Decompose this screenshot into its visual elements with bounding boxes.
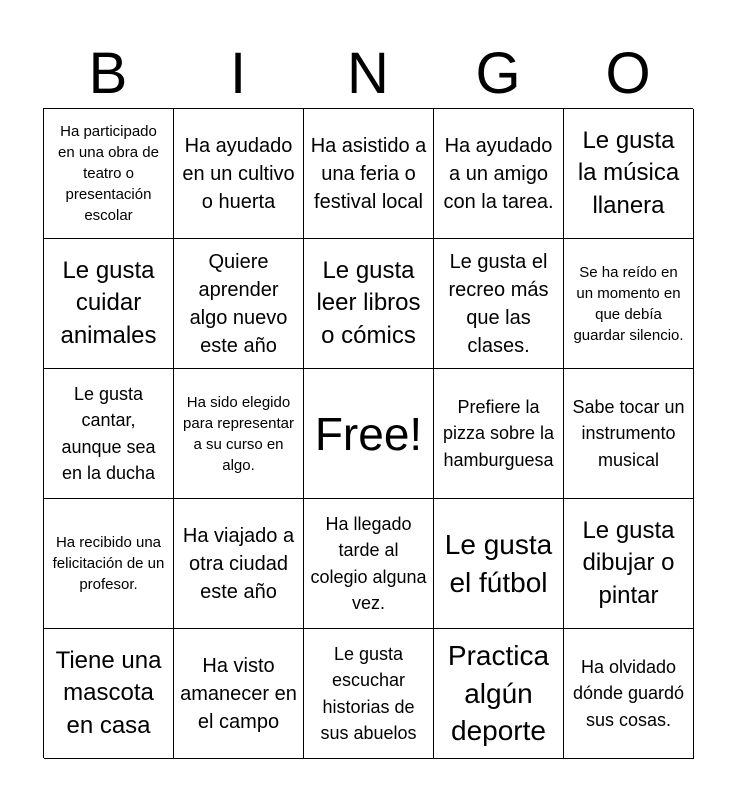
header-letter-i: I (229, 41, 247, 106)
header-letter-b: B (88, 41, 128, 106)
bingo-cell-r2c4[interactable] (434, 239, 564, 369)
bingo-cell-r5c5[interactable] (564, 629, 694, 759)
cell-text: Ha sido elegido para representar a su curso en algo. (183, 393, 294, 474)
cell-text: Le gusta escuchar historias de sus abuelos (320, 644, 417, 743)
free-space-label: Free! (314, 407, 423, 460)
cell-text: Le gusta dibujar o pintar (582, 516, 675, 609)
cell-text: Ha visto amanecer en el campo (180, 654, 297, 733)
bingo-cell-r4c4[interactable] (434, 499, 564, 629)
cell-text: Ha ayudado a un amigo con la tarea. (443, 134, 554, 213)
bingo-cell-r5c3[interactable] (304, 629, 434, 759)
cell-text: Sabe tocar un instrumento musical (572, 397, 685, 470)
bingo-cell-r3c4[interactable] (434, 369, 564, 499)
bingo-cell-r3c5[interactable] (564, 369, 694, 499)
cell-text: Ha ayudado en un cultivo o huerta (182, 134, 295, 213)
bingo-cell-r2c3[interactable] (304, 239, 434, 369)
bingo-cell-r5c2[interactable] (174, 629, 304, 759)
bingo-cell-r3c2[interactable] (174, 369, 304, 499)
bingo-board (43, 108, 693, 758)
bingo-cell-r2c2[interactable] (174, 239, 304, 369)
bingo-cell-r1c1[interactable] (44, 109, 174, 239)
bingo-header (43, 40, 693, 108)
bingo-cell-r4c5[interactable] (564, 499, 694, 629)
bingo-cell-r5c4[interactable] (434, 629, 564, 759)
cell-text: Ha llegado tarde al colegio alguna vez. (310, 514, 427, 613)
bingo-cell-r4c2[interactable] (174, 499, 304, 629)
bingo-cell-r5c1[interactable] (44, 629, 174, 759)
cell-text: Le gusta el recreo más que las clases. (448, 250, 549, 357)
cell-text: Prefiere la pizza sobre la hamburguesa (442, 397, 555, 470)
cell-text: Ha asistido a una feria o festival local (310, 134, 427, 213)
cell-text: Ha viajado a otra ciudad este año (182, 524, 295, 603)
cell-text: Le gusta cuidar animales (60, 256, 157, 349)
cell-text: Le gusta el fútbol (444, 528, 553, 598)
cell-text: Se ha reído en un momento en que debía guardar silencio. (573, 263, 684, 344)
cell-text: Le gusta leer libros o cómics (316, 256, 421, 349)
cell-text: Ha olvidado dónde guardó sus cosas. (572, 657, 685, 730)
cell-text: Le gusta la música llanera (577, 126, 680, 219)
cell-text: Ha participado en una obra de teatro o presentación escolar (58, 123, 159, 224)
cell-text: Le gusta cantar, aunque sea en la ducha (61, 384, 156, 483)
cell-text: Quiere aprender algo nuevo este año (189, 250, 288, 357)
cell-text: Ha recibido una felicitación de un profesor. (52, 534, 165, 593)
header-letter-o: O (605, 41, 651, 106)
bingo-cell-r2c1[interactable] (44, 239, 174, 369)
cell-text: Tiene una mascota en casa (55, 646, 162, 739)
bingo-cell-r3c1[interactable] (44, 369, 174, 499)
cell-text: Practica algún deporte (447, 639, 550, 747)
bingo-cell-r1c3[interactable] (304, 109, 434, 239)
bingo-cell-r4c3[interactable] (304, 499, 434, 629)
bingo-cell-r1c2[interactable] (174, 109, 304, 239)
header-letter-n: N (347, 41, 389, 106)
header-letter-g: G (475, 41, 521, 106)
bingo-cell-r4c1[interactable] (44, 499, 174, 629)
bingo-cell-r2c5[interactable] (564, 239, 694, 369)
bingo-cell-free[interactable] (304, 369, 434, 499)
bingo-cell-r1c4[interactable] (434, 109, 564, 239)
bingo-cell-r1c5[interactable] (564, 109, 694, 239)
